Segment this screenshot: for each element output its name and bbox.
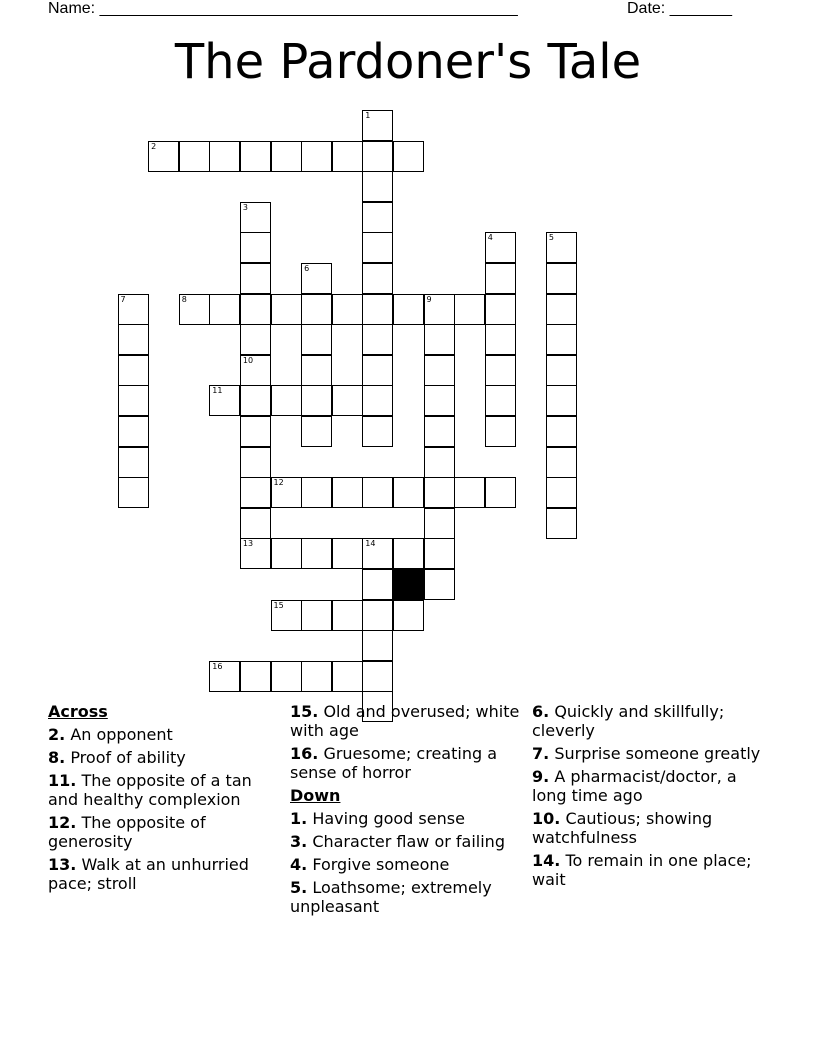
grid-cell[interactable]: [209, 661, 240, 692]
grid-cell[interactable]: [424, 385, 455, 416]
grid-cell[interactable]: [301, 661, 332, 692]
clue-number: 12.: [48, 813, 77, 832]
clue-text: Surprise someone greatly: [554, 744, 761, 763]
clue-number-label: 16: [212, 661, 223, 671]
grid-cell[interactable]: [362, 324, 393, 355]
grid-cell[interactable]: [424, 324, 455, 355]
grid-cell[interactable]: [546, 294, 577, 325]
grid-cell[interactable]: [424, 294, 455, 325]
grid-cell[interactable]: [240, 232, 271, 263]
grid-cell[interactable]: [362, 416, 393, 447]
grid-cell[interactable]: [485, 416, 516, 447]
grid-cell[interactable]: [240, 416, 271, 447]
clue-text: Walk at an unhurried pace; stroll: [48, 855, 249, 893]
grid-cell[interactable]: [362, 569, 393, 600]
clue-number-label: 1: [365, 111, 371, 120]
grid-cell[interactable]: [362, 202, 393, 233]
clue-number-label: 15: [273, 600, 284, 610]
grid-cell[interactable]: [240, 202, 271, 233]
down-clue: [532, 702, 764, 740]
clue-text: A pharmacist/doctor, a long time ago: [532, 767, 737, 805]
clue-number: 11.: [48, 771, 77, 790]
grid-cell[interactable]: [424, 355, 455, 386]
grid-cell[interactable]: [454, 477, 485, 508]
clue-text: Proof of ability: [70, 748, 186, 767]
grid-cell[interactable]: [118, 355, 149, 386]
grid-cell[interactable]: [240, 263, 271, 294]
page-title: The Pardoner's Tale: [174, 34, 642, 90]
grid-cell[interactable]: [240, 294, 271, 325]
grid-cell[interactable]: [362, 171, 393, 202]
grid-cell[interactable]: [271, 385, 302, 416]
clue-number-label: 5: [548, 233, 554, 243]
clue-number-label: 4: [487, 233, 493, 243]
grid-cell[interactable]: [362, 294, 393, 325]
grid-cell[interactable]: [546, 508, 577, 539]
grid-cell[interactable]: [454, 294, 485, 325]
grid-cell[interactable]: [332, 294, 363, 325]
grid-cell[interactable]: [485, 477, 516, 508]
grid-cell[interactable]: [118, 385, 149, 416]
grid-cell[interactable]: [332, 600, 363, 631]
grid-cell[interactable]: [240, 355, 271, 386]
grid-cell[interactable]: [332, 538, 363, 569]
grid-cell[interactable]: [301, 294, 332, 325]
clue-text: Forgive someone: [312, 855, 450, 874]
grid-cell[interactable]: [301, 416, 332, 447]
grid-cell[interactable]: [301, 385, 332, 416]
grid-cell[interactable]: [393, 538, 424, 569]
clues-column-3: [532, 702, 764, 893]
clue-number: 2.: [48, 725, 66, 744]
grid-cell[interactable]: [240, 508, 271, 539]
clue-number-label: 7: [120, 294, 126, 304]
grid-cell[interactable]: [332, 477, 363, 508]
across-clue: [290, 744, 522, 782]
clue-number-label: 9: [426, 294, 432, 304]
grid-cell[interactable]: [362, 232, 393, 263]
grid-cell[interactable]: [424, 447, 455, 478]
clue-number: 8.: [48, 748, 66, 767]
grid-cell[interactable]: [485, 324, 516, 355]
clue-number-label: 6: [304, 264, 310, 273]
clue-text: Old and overused; white with age: [290, 702, 520, 740]
clue-text: Character flaw or failing: [312, 832, 505, 851]
clue-text: Gruesome; creating a sense of horror: [290, 744, 498, 782]
grid-cell[interactable]: [362, 110, 393, 141]
grid-cell[interactable]: [179, 294, 210, 325]
clue-number-label: 13: [242, 539, 254, 549]
across-clue: [48, 813, 280, 851]
grid-cell[interactable]: [393, 141, 424, 172]
grid-cell[interactable]: [301, 355, 332, 386]
grid-cell[interactable]: [424, 416, 455, 447]
clue-text: The opposite of a tan and healthy complexion: [48, 771, 252, 809]
grid-cell[interactable]: [485, 263, 516, 294]
clue-text: Quickly and skillfully; cleverly: [532, 702, 725, 740]
grid-cell[interactable]: [362, 661, 393, 692]
grid-cell[interactable]: [118, 416, 149, 447]
clue-number-label: 14: [365, 539, 376, 549]
grid-cell[interactable]: [546, 263, 577, 294]
grid-cell[interactable]: [332, 661, 363, 692]
across-clue: [48, 725, 280, 744]
grid-cell[interactable]: [301, 263, 332, 294]
clue-number: 13.: [48, 855, 77, 874]
clue-number: 10.: [532, 809, 561, 828]
grid-cell[interactable]: [393, 477, 424, 508]
down-heading: Down: [290, 786, 341, 805]
grid-cell[interactable]: [362, 538, 393, 569]
clue-number: 15.: [290, 702, 319, 721]
across-clue: [48, 771, 280, 809]
grid-cell[interactable]: [240, 141, 271, 172]
clue-text: An opponent: [70, 725, 173, 744]
grid-cell[interactable]: [271, 661, 302, 692]
across-clue: [290, 702, 522, 740]
grid-cell[interactable]: [240, 447, 271, 478]
grid-cell[interactable]: [209, 385, 240, 416]
across-heading: Across: [48, 702, 108, 721]
grid-cell[interactable]: [271, 477, 302, 508]
black-square: [393, 569, 424, 600]
grid-cell[interactable]: [546, 232, 577, 263]
clue-text: The opposite of generosity: [48, 813, 206, 851]
date-field-label: Date: _______: [627, 0, 732, 17]
down-clue: [532, 767, 764, 805]
down-clue: [532, 744, 764, 763]
grid-cell[interactable]: [301, 141, 332, 172]
grid-cell[interactable]: [485, 232, 516, 263]
across-clue: [48, 748, 280, 767]
grid-cell[interactable]: [271, 141, 302, 172]
clue-number: 5.: [290, 878, 308, 897]
clue-number: 7.: [532, 744, 550, 763]
clue-number-label: 10: [242, 355, 254, 365]
clue-number-label: 2: [151, 141, 157, 151]
down-clue: [290, 809, 522, 828]
grid-cell[interactable]: [240, 661, 271, 692]
grid-cell[interactable]: [118, 447, 149, 478]
grid-cell[interactable]: [301, 477, 332, 508]
clue-number-label: 11: [212, 386, 223, 396]
grid-cell[interactable]: [271, 538, 302, 569]
clue-number-label: 12: [273, 478, 284, 488]
grid-cell[interactable]: [546, 355, 577, 386]
clue-text: Having good sense: [312, 809, 465, 828]
clue-number: 6.: [532, 702, 550, 721]
grid-cell[interactable]: [271, 600, 302, 631]
grid-cell[interactable]: [301, 324, 332, 355]
clue-number: 4.: [290, 855, 308, 874]
grid-cell[interactable]: [209, 141, 240, 172]
clue-text: Loathsome; extremely unpleasant: [290, 878, 492, 916]
grid-cell[interactable]: [240, 385, 271, 416]
grid-cell[interactable]: [271, 294, 302, 325]
grid-cell[interactable]: [485, 355, 516, 386]
grid-cell[interactable]: [179, 141, 210, 172]
down-clue: [290, 878, 522, 916]
down-clue: [290, 855, 522, 874]
down-clue: [290, 832, 522, 851]
grid-cell[interactable]: [424, 569, 455, 600]
grid-cell[interactable]: [362, 385, 393, 416]
grid-cell[interactable]: [424, 477, 455, 508]
grid-cell[interactable]: [118, 477, 149, 508]
grid-cell[interactable]: [209, 294, 240, 325]
clue-number: 1.: [290, 809, 308, 828]
across-clue: [48, 855, 280, 893]
grid-cell[interactable]: [546, 447, 577, 478]
clue-text: To remain in one place; wait: [532, 851, 752, 889]
grid-cell[interactable]: [362, 630, 393, 661]
clues-column-2: [290, 702, 522, 920]
clue-number: 9.: [532, 767, 550, 786]
clue-number: 14.: [532, 851, 561, 870]
grid-cell[interactable]: [332, 141, 363, 172]
grid-cell[interactable]: [362, 477, 393, 508]
grid-cell[interactable]: [240, 324, 271, 355]
name-field-label: Name: _______________________________________________: [48, 0, 518, 17]
grid-cell[interactable]: [362, 263, 393, 294]
grid-cell[interactable]: [393, 294, 424, 325]
grid-cell[interactable]: [362, 141, 393, 172]
grid-cell[interactable]: [332, 385, 363, 416]
grid-cell[interactable]: [546, 385, 577, 416]
grid-cell[interactable]: [485, 385, 516, 416]
clue-text: Cautious; showing watchfulness: [532, 809, 713, 847]
clue-number-label: 8: [181, 294, 187, 304]
grid-cell[interactable]: [301, 538, 332, 569]
clue-number: 16.: [290, 744, 319, 763]
grid-cell[interactable]: [301, 600, 332, 631]
grid-cell[interactable]: [118, 324, 149, 355]
down-clue: [532, 851, 764, 889]
grid-cell[interactable]: [485, 294, 516, 325]
grid-cell[interactable]: [362, 600, 393, 631]
grid-cell[interactable]: [240, 477, 271, 508]
grid-cell[interactable]: [148, 141, 179, 172]
grid-cell[interactable]: [546, 324, 577, 355]
clue-number-label: 3: [242, 202, 248, 212]
grid-cell[interactable]: [424, 508, 455, 539]
clue-number: 3.: [290, 832, 308, 851]
down-clue: [532, 809, 764, 847]
grid-cell[interactable]: [424, 538, 455, 569]
grid-cell[interactable]: [393, 600, 424, 631]
clues-column-1: [48, 702, 280, 897]
grid-cell[interactable]: [118, 294, 149, 325]
grid-cell[interactable]: [362, 355, 393, 386]
grid-cell[interactable]: [546, 416, 577, 447]
grid-cell[interactable]: [546, 477, 577, 508]
grid-cell[interactable]: [240, 538, 271, 569]
